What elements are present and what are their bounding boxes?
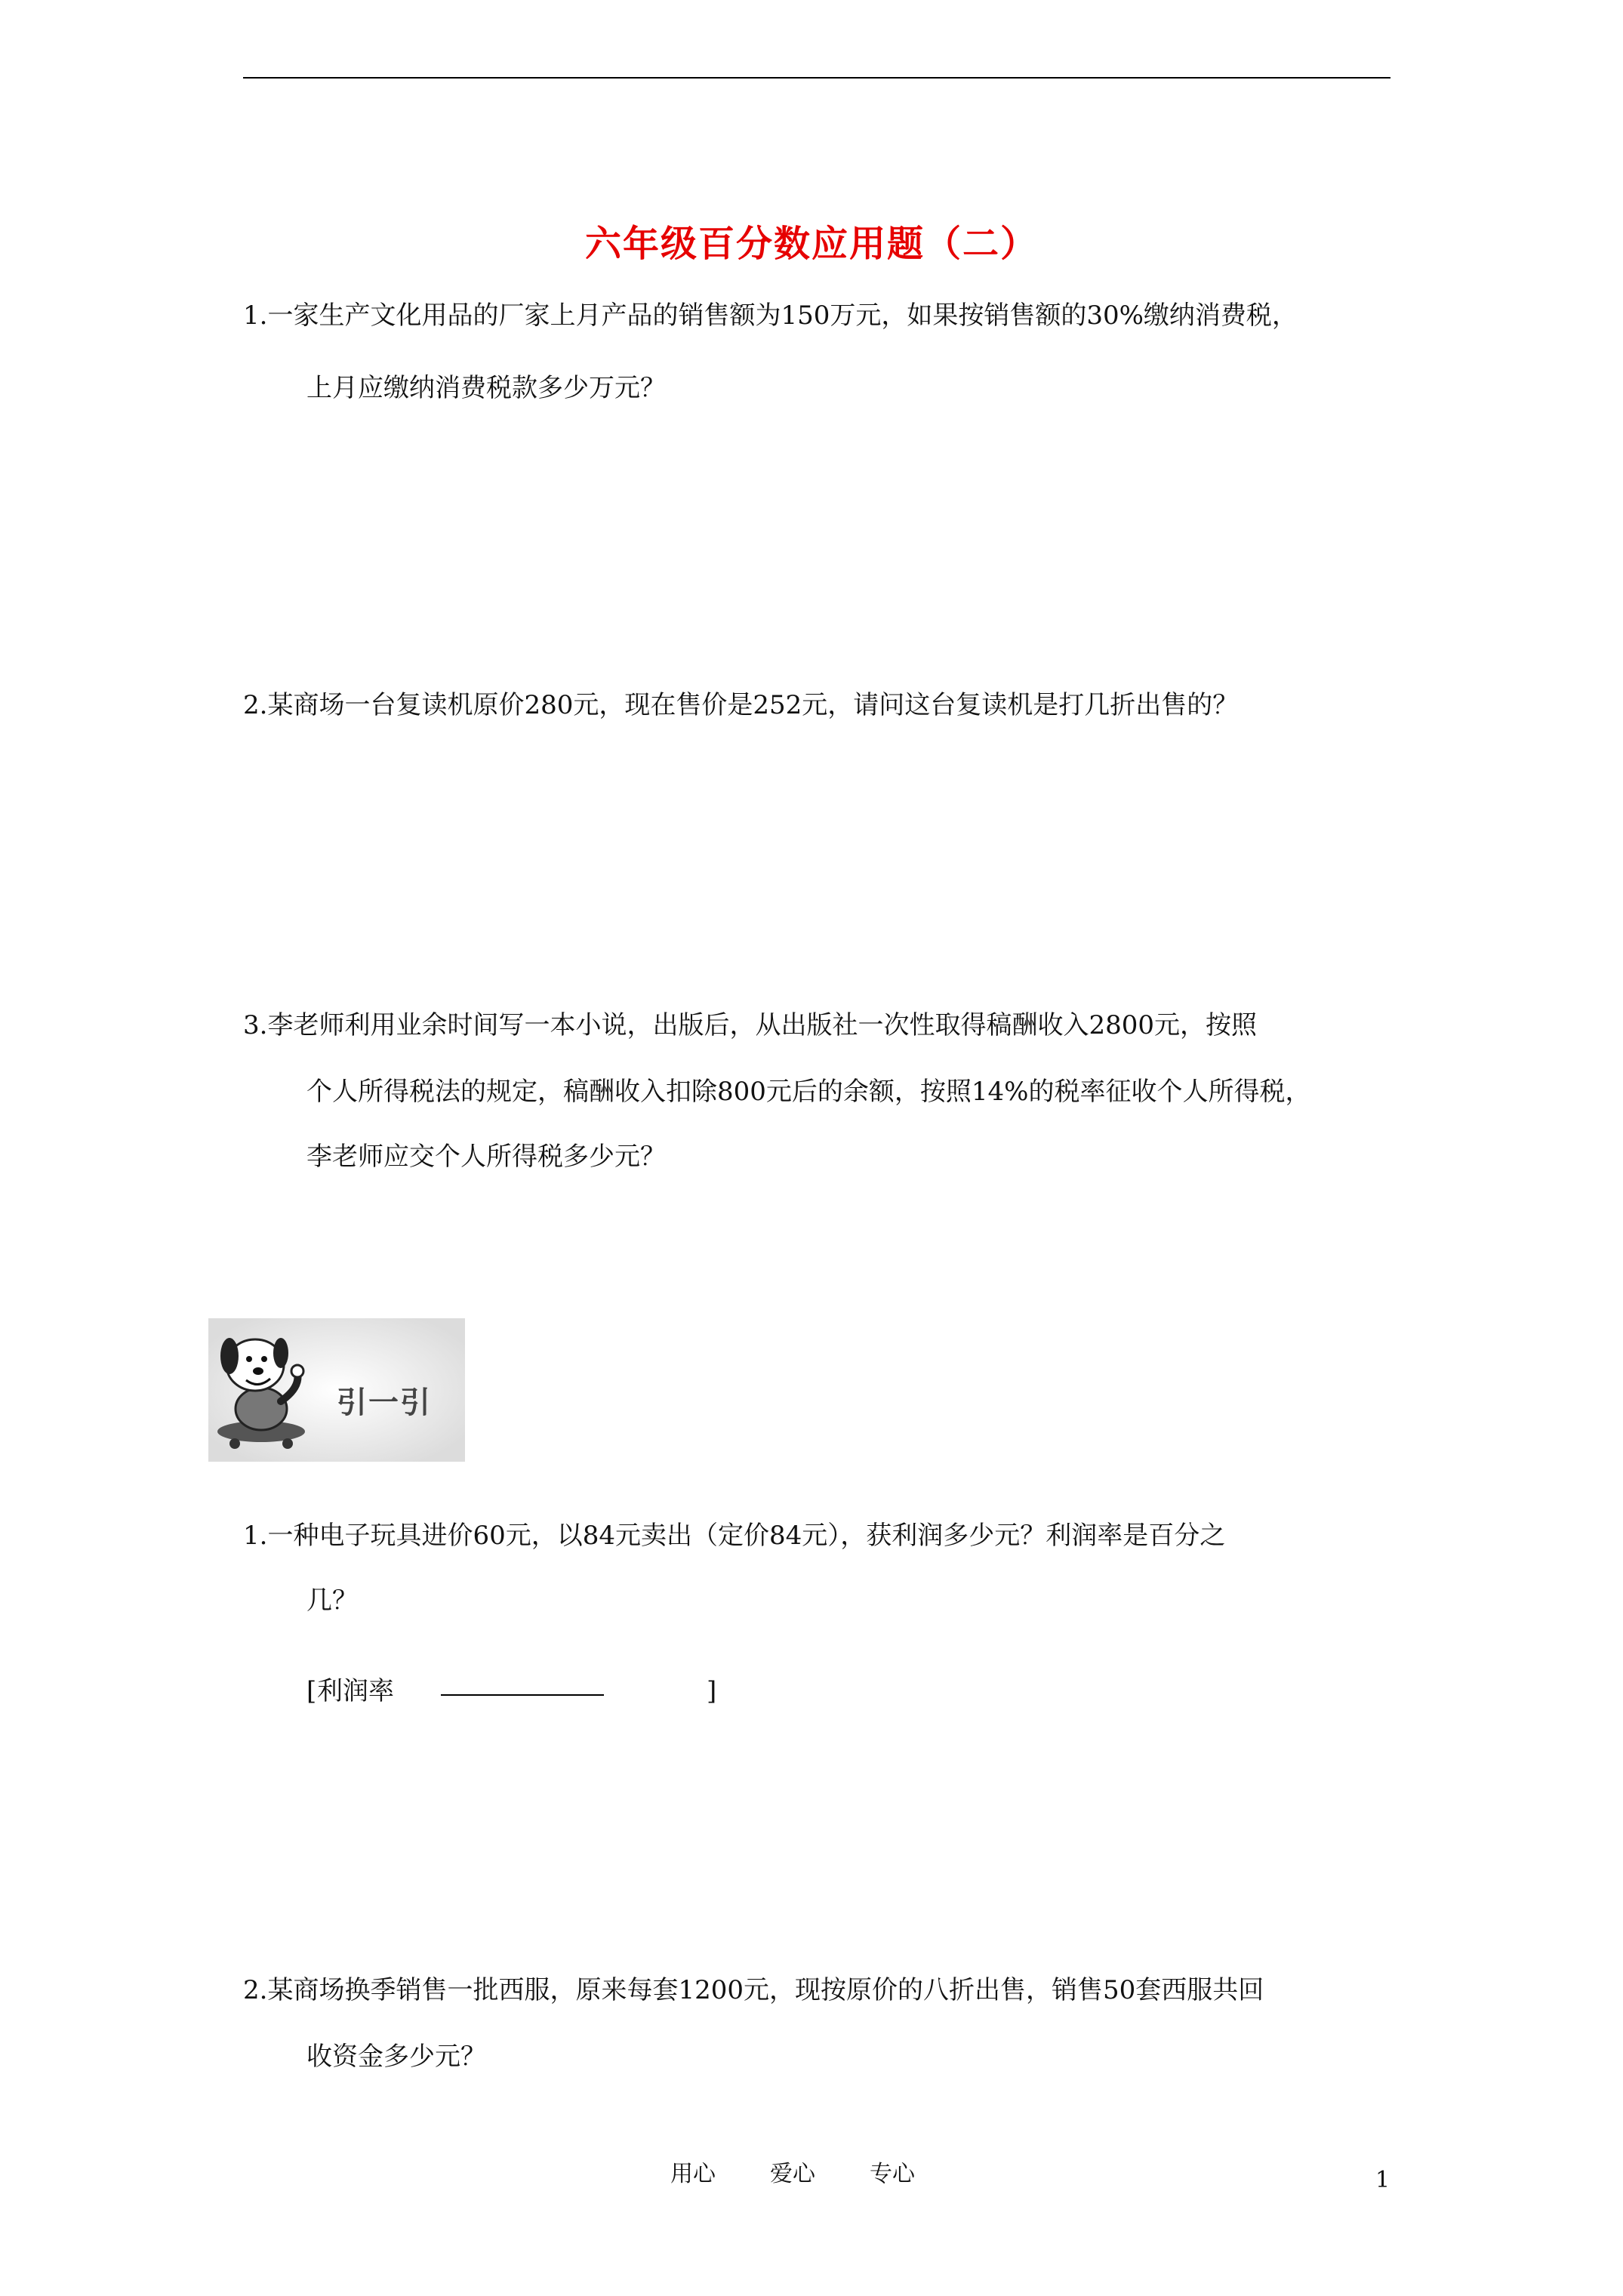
- question-text-line: 个人所得税法的规定，稿酬收入扣除800元后的余额，按照14%的税率征收个人所得税，: [306, 1077, 1311, 1107]
- question-number: 3.: [243, 1010, 268, 1040]
- mascot-banner: [208, 1318, 465, 1462]
- question-1: [243, 300, 1298, 331]
- question-text-line: 一家生产文化用品的厂家上月产品的销售额为150万元，如果按销售额的30%缴纳消费税，: [267, 300, 1298, 331]
- question-2: [243, 690, 1238, 720]
- page-title: 六年级百分数应用题（二）: [584, 223, 1038, 265]
- banner-text: 引一引: [337, 1385, 432, 1420]
- footer-item: 专心: [870, 2161, 915, 2187]
- question-3: [243, 1010, 1257, 1040]
- hint-label: 利润率: [317, 1676, 394, 1706]
- question-number: 1.: [243, 1521, 268, 1551]
- question-text-line: 一种电子玩具进价60元，以84元卖出（定价84元），获利润多少元？利润率是百分之: [267, 1521, 1226, 1551]
- question-text-line: 李老师利用业余时间写一本小说，出版后，从出版社一次性取得稿酬收入2800元，按照: [267, 1010, 1257, 1040]
- hint-close-bracket: ]: [707, 1676, 717, 1706]
- question-text-line: 某商场一台复读机原价280元，现在售价是252元，请问这台复读机是打几折出售的？: [267, 690, 1239, 720]
- footer-item: 爱心: [770, 2161, 815, 2187]
- footer-item: 用心: [670, 2161, 716, 2187]
- question-text-line: 几？: [306, 1586, 358, 1616]
- question-number: 1.: [243, 300, 268, 331]
- question-text-line: 上月应缴纳消费税款多少万元？: [306, 373, 666, 403]
- page-number: 1: [1375, 2167, 1390, 2193]
- question-number: 2.: [243, 1975, 268, 2005]
- question-text-line: 李老师应交个人所得税多少元？: [306, 1142, 666, 1172]
- section2-question-2: [243, 1975, 1264, 2005]
- question-text-line: 收资金多少元？: [306, 2042, 486, 2072]
- hint-open-bracket: [: [306, 1676, 317, 1706]
- question-number: 2.: [243, 690, 268, 720]
- answer-blank: [441, 1694, 604, 1696]
- section2-question-1: [243, 1521, 1225, 1551]
- header-rule: [243, 77, 1390, 79]
- question-text-line: 某商场换季销售一批西服，原来每套1200元，现按原价的八折出售，销售50套西服共回: [267, 1975, 1264, 2005]
